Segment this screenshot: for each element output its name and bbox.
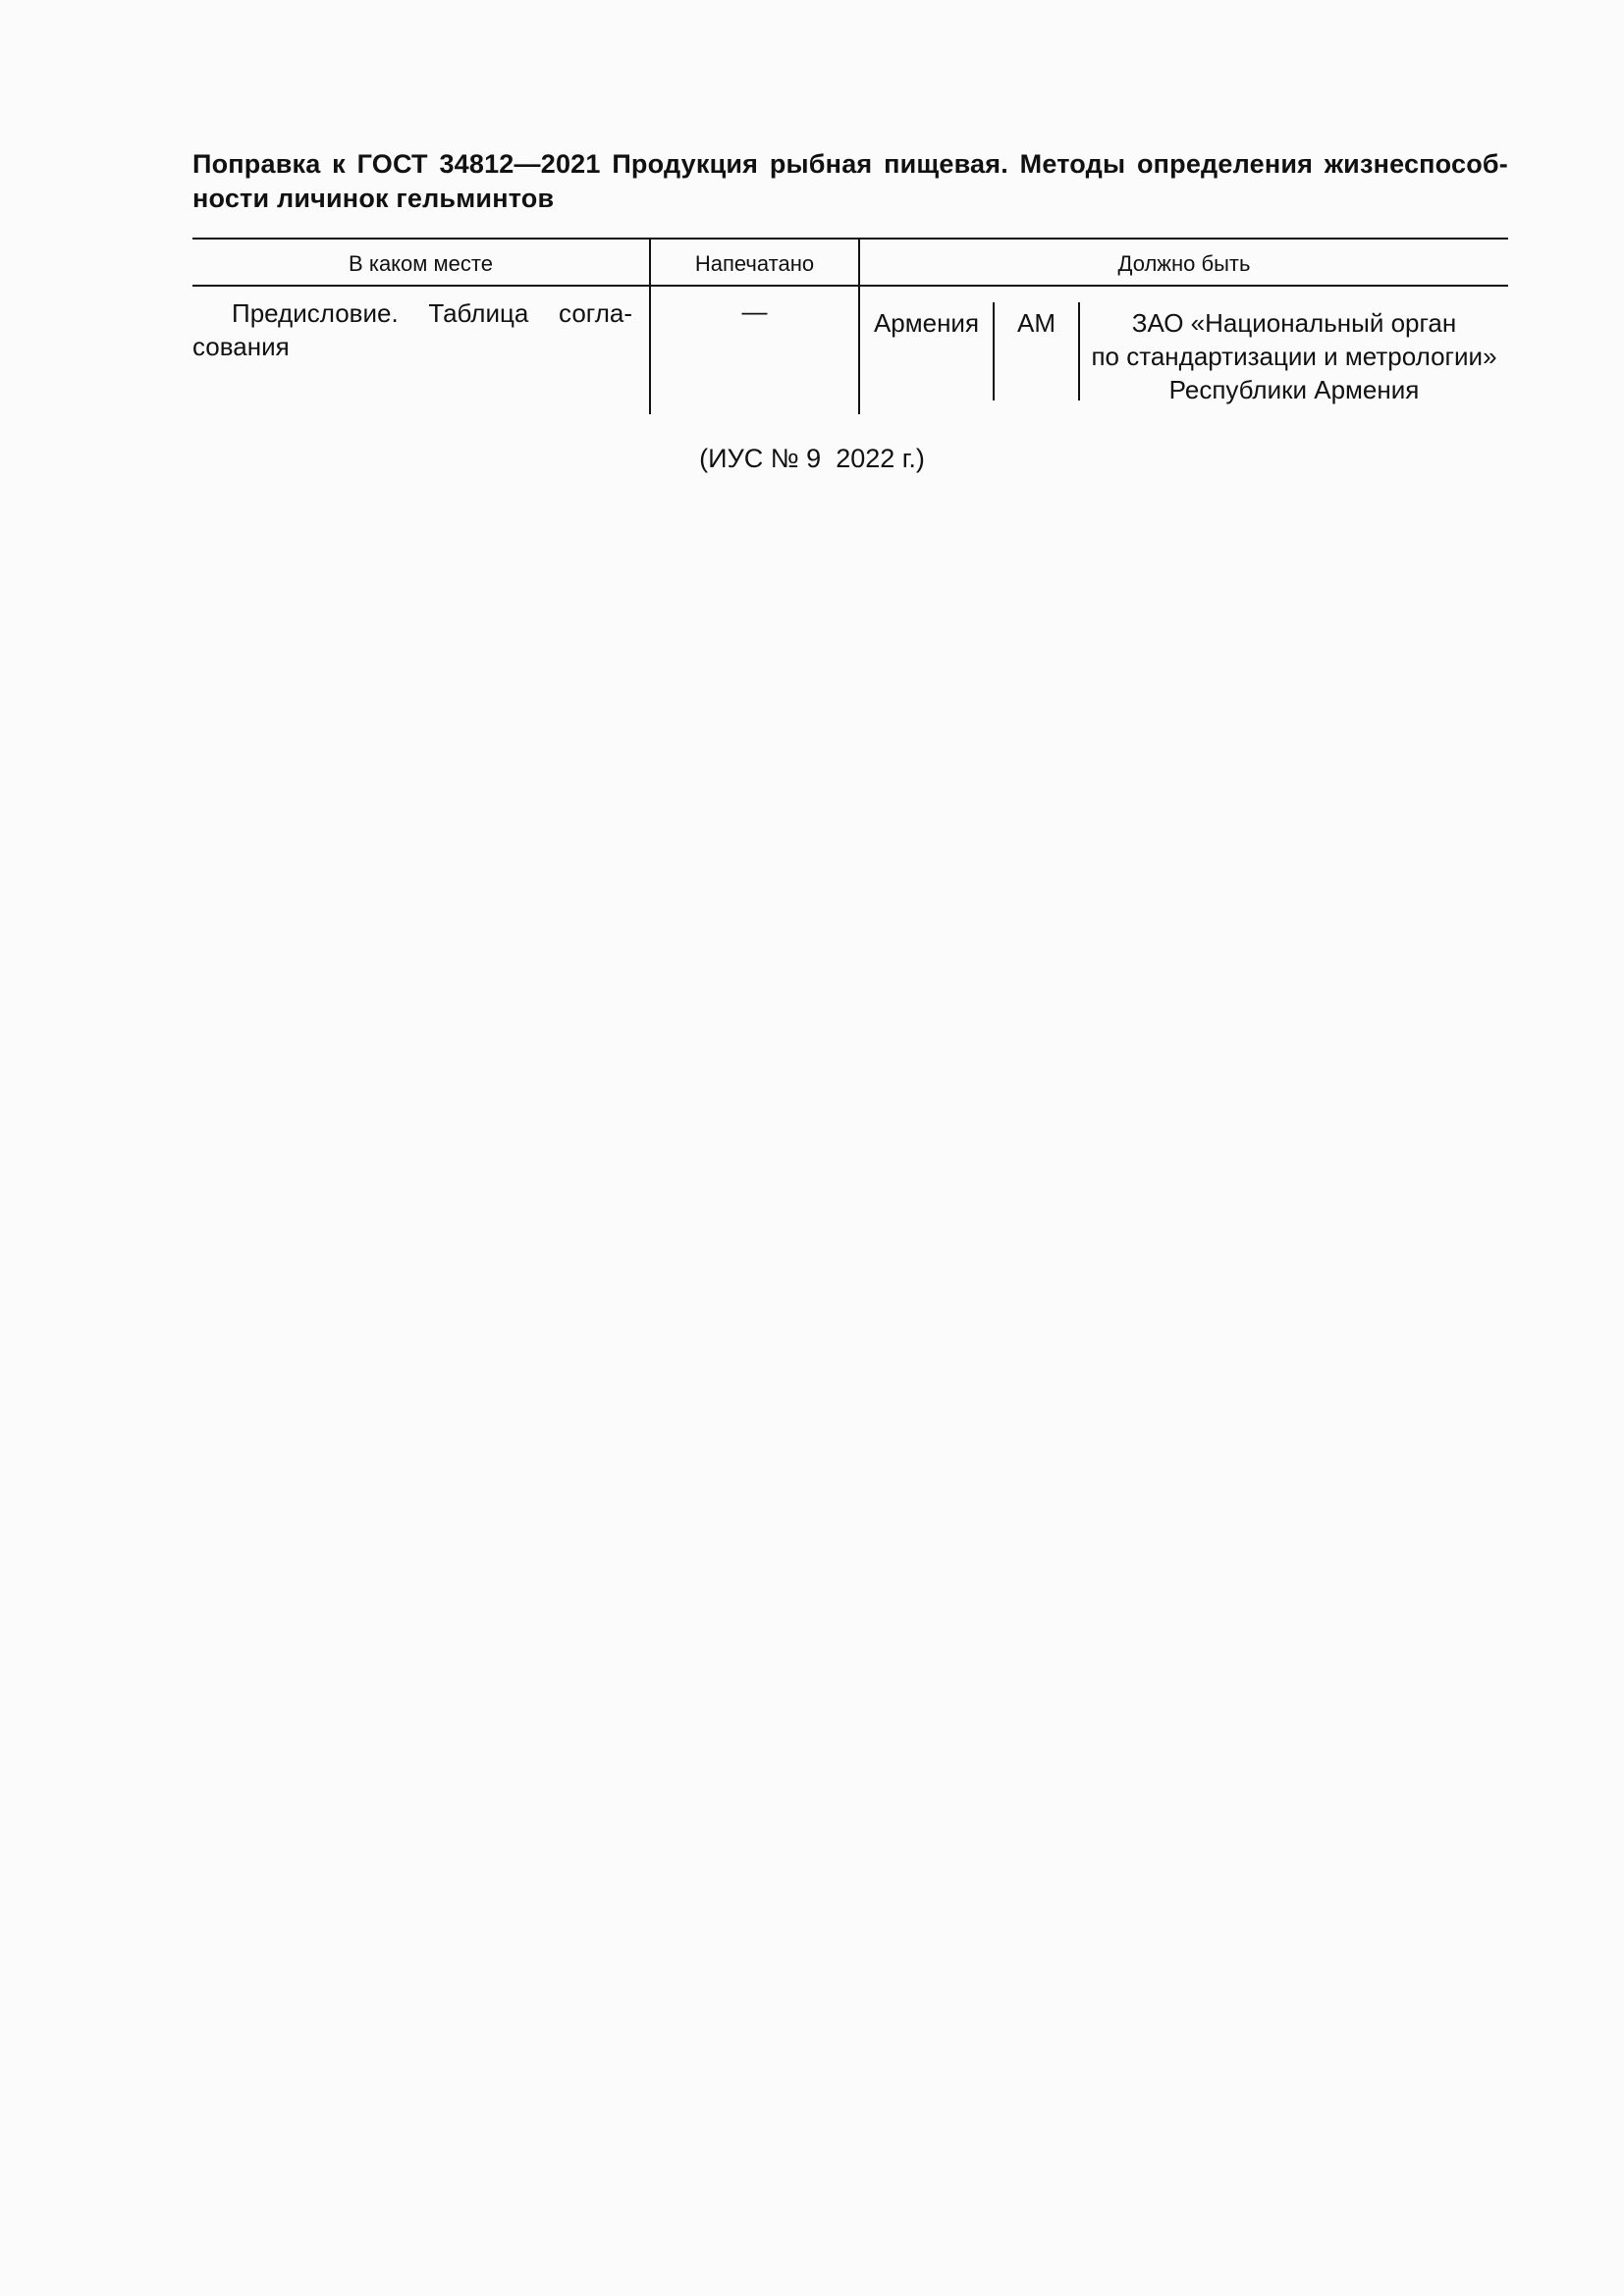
header-printed: Напечатано: [694, 251, 815, 276]
amendment-table: [192, 238, 1508, 414]
cell-printed: —: [741, 296, 768, 326]
organization-line2: по стандартизации и метрологии»: [1091, 342, 1497, 371]
title-text: Поправка к ГОСТ 34812—2021 Продукция рыбная пищевая. Методы определения жизнеспособ-ности личинок гельминтов: [192, 149, 1508, 213]
source-reference: [0, 442, 1624, 475]
cell-country: Армения: [873, 308, 980, 338]
cell-country-code: AM: [1017, 308, 1056, 338]
table-header-rule: [192, 285, 1508, 287]
document-title: [192, 147, 1508, 216]
cell-where-line2: сования: [192, 332, 290, 361]
header-where: В каком месте: [349, 251, 493, 276]
header-should-be: Должно быть: [1117, 251, 1251, 276]
cell-where-line1: Предисловие. Таблица согла-: [232, 298, 632, 328]
cell-where: [192, 296, 632, 363]
organization-line1: ЗАО «Национальный орган: [1131, 308, 1457, 338]
source-reference-text: (ИУС № 9 2022 г.): [699, 444, 925, 473]
table-top-rule: [192, 238, 1508, 240]
organization-line3: Республики Армения: [1168, 375, 1420, 404]
cell-organization: [1080, 306, 1508, 406]
